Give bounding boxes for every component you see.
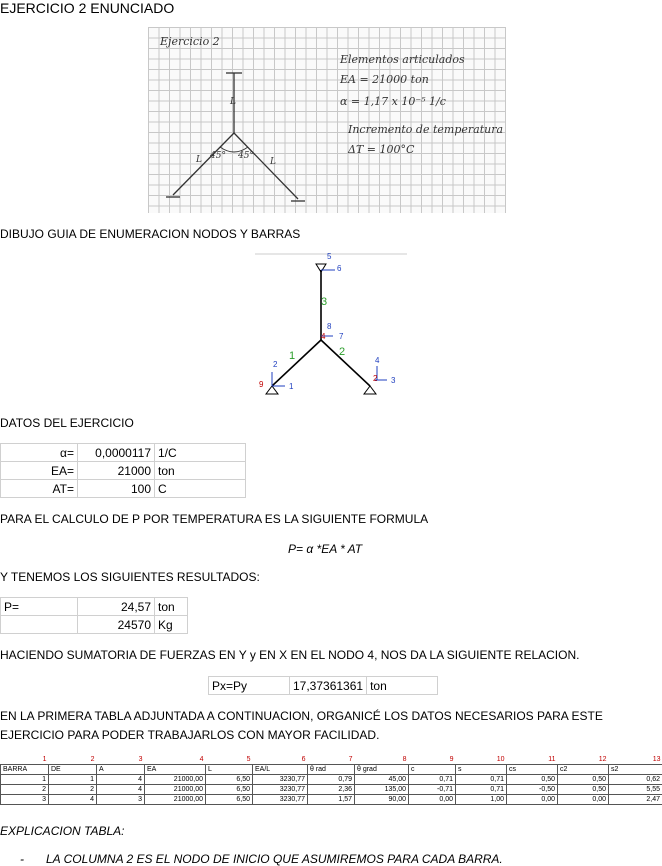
diagram-arrow-3: 3 — [391, 376, 396, 385]
sketch-angle-right: 45° — [238, 151, 254, 161]
column-header: EA/L — [253, 765, 308, 775]
explanation-bullet: - — [20, 852, 24, 866]
results-unit: ton — [155, 598, 188, 616]
column-header: BARRA — [1, 765, 49, 775]
column-index: 8 — [402, 756, 407, 763]
diagram-bar-1: 1 — [289, 350, 296, 362]
datos-row — [1, 462, 246, 480]
datos-name: α= — [1, 444, 78, 462]
table-cell: 0,79 — [308, 775, 355, 785]
column-header: A — [97, 765, 145, 775]
datos-name: AT= — [1, 480, 78, 498]
table-cell: 3230,77 — [253, 795, 308, 805]
column-index: 11 — [548, 756, 556, 763]
datos-table — [0, 443, 246, 498]
column-header: L — [206, 765, 253, 775]
diagram-node-8: 8 — [327, 322, 332, 331]
table-cell: 45,00 — [355, 775, 409, 785]
results-row — [1, 616, 188, 634]
column-header: DE — [49, 765, 97, 775]
table-cell: 3 — [1, 795, 49, 805]
table-cell: 1,00 — [456, 795, 507, 805]
column-index: 1 — [42, 756, 47, 763]
relation-table — [208, 676, 438, 695]
relation-row — [209, 677, 438, 695]
table-row — [1, 775, 662, 785]
explanation-item: LA COLUMNA 2 ES EL NODO DE INICIO QUE ASUMIREMOS PARA CADA BARRA. — [46, 852, 503, 866]
sketch-line-3: α = 1,17 x 10⁻⁵ 1/c — [340, 95, 446, 108]
table-cell: 0,00 — [558, 795, 609, 805]
column-header: s2 — [609, 765, 662, 775]
sketch-line-2: EA = 21000 ton — [340, 73, 429, 86]
table-cell: -0,71 — [409, 785, 456, 795]
column-index: 12 — [598, 756, 607, 763]
sketch-line-5: ΔT = 100°C — [348, 143, 415, 156]
table-cell: 3230,77 — [253, 775, 308, 785]
datos-unit: 1/C — [155, 444, 246, 462]
column-header: cs — [507, 765, 558, 775]
datos-row — [1, 480, 246, 498]
diagram-arrow-4: 4 — [375, 356, 380, 365]
table-cell: 1,57 — [308, 795, 355, 805]
column-index: 10 — [496, 756, 505, 763]
datos-row — [1, 444, 246, 462]
column-index: 4 — [199, 756, 204, 763]
table-cell: 0,50 — [558, 775, 609, 785]
diagram-node-7: 7 — [339, 332, 344, 341]
sketch-heading: Ejercicio 2 — [160, 35, 220, 48]
table-header-row — [1, 765, 662, 775]
column-header: s — [456, 765, 507, 775]
diagram-node-9: 9 — [259, 380, 264, 389]
sketch-line-1: Elementos articulados — [340, 53, 465, 66]
node-bar-diagram — [255, 252, 407, 400]
table-cell: 1 — [49, 775, 97, 785]
column-index-row — [1, 755, 662, 765]
datos-name: EA= — [1, 462, 78, 480]
sketch-angle-left: 45° — [210, 151, 226, 161]
table-cell: 6,50 — [206, 795, 253, 805]
diagram-bar-2: 2 — [339, 346, 346, 358]
table-cell: 90,00 — [355, 795, 409, 805]
results-name: P= — [1, 598, 78, 616]
column-index: 5 — [246, 756, 251, 763]
datos-unit: ton — [155, 462, 246, 480]
table-cell: 4 — [49, 795, 97, 805]
results-table — [0, 597, 188, 634]
results-row — [1, 598, 188, 616]
table-cell: 2,36 — [308, 785, 355, 795]
table-cell: 4 — [97, 775, 145, 785]
bars-table — [0, 755, 662, 805]
sketch-line-4: Incremento de temperatura — [348, 123, 504, 136]
table-cell: 3 — [97, 795, 145, 805]
sketch-bar-label-vertical: L — [230, 97, 236, 107]
datos-label: DATOS DEL EJERCICIO — [0, 416, 134, 430]
table-cell: 5,55 — [609, 785, 662, 795]
column-header: θ grad — [355, 765, 409, 775]
results-value: 24,57 — [78, 598, 155, 616]
table-cell: 1 — [1, 775, 49, 785]
column-index: 3 — [138, 756, 143, 763]
table-cell: 0,71 — [456, 775, 507, 785]
table-cell: 6,50 — [206, 785, 253, 795]
explanation-label: EXPLICACION TABLA: — [0, 824, 125, 838]
table-intro-line-2: EJERCICIO PARA PODER TRABAJARLOS CON MAYOR FACILIDAD. — [0, 728, 380, 742]
datos-value: 21000 — [78, 462, 155, 480]
table-cell: 21000,00 — [145, 775, 206, 785]
table-cell: 0,71 — [409, 775, 456, 785]
datos-value: 0,0000117 — [78, 444, 155, 462]
results-label: Y TENEMOS LOS SIGUIENTES RESULTADOS: — [0, 570, 260, 584]
table-cell: 0,50 — [507, 775, 558, 785]
datos-unit: C — [155, 480, 246, 498]
diagram-node-1: 1 — [289, 382, 294, 391]
table-cell: -0,50 — [507, 785, 558, 795]
column-index: 7 — [348, 756, 353, 763]
sketch-bar-label-left: L — [196, 155, 202, 165]
column-header: θ rad — [308, 765, 355, 775]
page-title: EJERCICIO 2 ENUNCIADO — [0, 0, 175, 16]
results-name — [1, 616, 78, 634]
table-cell: 4 — [97, 785, 145, 795]
table-cell: 0,00 — [409, 795, 456, 805]
table-cell: 0,62 — [609, 775, 662, 785]
table-cell: 0,71 — [456, 785, 507, 795]
table-intro-line-1: EN LA PRIMERA TABLA ADJUNTADA A CONTINUACION, ORGANICÉ LOS DATOS NECESARIOS PARA ESTE — [0, 709, 603, 723]
results-value: 24570 — [78, 616, 155, 634]
table-cell: 0,50 — [558, 785, 609, 795]
column-header: EA — [145, 765, 206, 775]
diagram-node-6: 6 — [337, 264, 342, 273]
diagram-node-5: 5 — [327, 252, 332, 261]
sketch-image — [148, 27, 506, 213]
table-cell: 2,47 — [609, 795, 662, 805]
formula-label: PARA EL CALCULO DE P POR TEMPERATURA ES LA SIGUIENTE FORMULA — [0, 512, 429, 526]
datos-value: 100 — [78, 480, 155, 498]
table-cell: 6,50 — [206, 775, 253, 785]
table-cell: 135,00 — [355, 785, 409, 795]
relation-value: 17,37361361 — [290, 677, 367, 695]
sketch-bar-label-right: L — [270, 157, 276, 167]
diagram-node-2: 2 — [273, 360, 278, 369]
relation-name: Px=Py — [209, 677, 290, 695]
column-index: 13 — [652, 756, 661, 763]
table-cell: 21000,00 — [145, 795, 206, 805]
column-header: c — [409, 765, 456, 775]
table-cell: 2 — [49, 785, 97, 795]
results-unit: Kg — [155, 616, 188, 634]
column-header: c2 — [558, 765, 609, 775]
table-cell: 2 — [1, 785, 49, 795]
formula: P= α *EA * AT — [288, 542, 363, 556]
sum-label: HACIENDO SUMATORIA DE FUERZAS EN Y y EN X EN EL NODO 4, NOS DA LA SIGUIENTE RELACION. — [0, 648, 580, 662]
table-row — [1, 795, 662, 805]
relation-unit: ton — [367, 677, 438, 695]
guide-label: DIBUJO GUIA DE ENUMERACION NODOS Y BARRAS — [0, 227, 301, 241]
table-row — [1, 785, 662, 795]
column-index: 2 — [90, 756, 95, 763]
diagram-node-4: 4 — [321, 332, 326, 341]
diagram-arrow-2: 2 — [373, 374, 378, 383]
column-index: 6 — [301, 756, 306, 763]
table-cell: 3230,77 — [253, 785, 308, 795]
column-index: 9 — [449, 756, 454, 763]
diagram-bar-3: 3 — [321, 296, 328, 308]
table-cell: 0,00 — [507, 795, 558, 805]
table-cell: 21000,00 — [145, 785, 206, 795]
